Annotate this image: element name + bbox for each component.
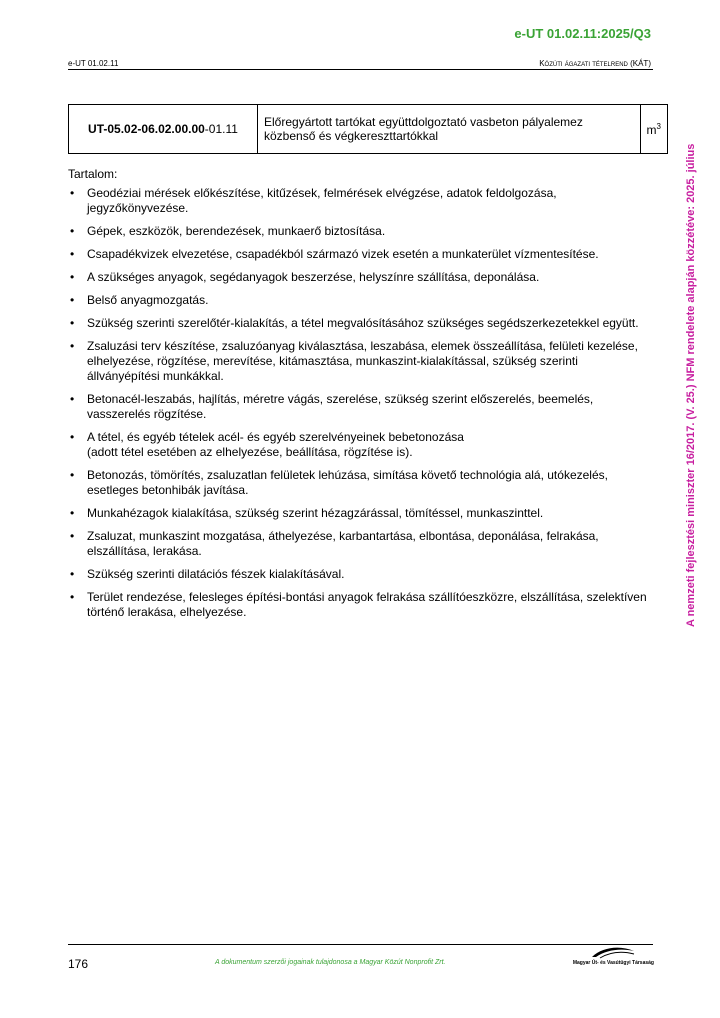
bullet-item: • Belső anyagmozgatás.: [68, 293, 648, 308]
footer-copyright: A dokumentum szerzői jogainak tulajdonosa a Magyar Közút Nonprofit Zrt.: [215, 959, 446, 966]
content-title: Tartalom:: [68, 167, 118, 181]
bullet-item: • Terület rendezése, felesleges építési-bontási anyagok felrakása szállítóeszközre, elszállítása, szelektíven történő lerakása, elhelyezése.: [68, 590, 648, 620]
bullet-item: • Betonozás, tömörítés, zsaluzatlan felületek lehúzása, simítása követő technológia alá, utókezelés, esetleges betonhibák javítása.: [68, 468, 648, 498]
page-number: 176: [68, 957, 89, 971]
bullet-item: • Munkahézagok kialakítása, szükség szerint hézagzárással, tömítéssel, munkaszinttel.: [68, 506, 648, 521]
header-divider: [68, 69, 653, 70]
header-right-title: Közúti ágazati tételrend (KÁT): [539, 59, 651, 68]
bullet-item: • Szükség szerinti szerelőtér-kialakítás, a tétel megvalósításához szükséges segédszerkezetekkel együtt.: [68, 316, 648, 331]
bullet-item: • Szükség szerinti dilatációs fészek kialakításával.: [68, 567, 648, 582]
bullet-item: • Betonacél-leszabás, hajlítás, méretre vágás, szerelése, szükség szerint előszerelés, beemelés, vasszerelés rögzítése.: [68, 392, 648, 422]
bullet-item: • Csapadékvizek elvezetése, csapadékból származó vizek esetén a munkaterület vízmentesítése.: [68, 247, 648, 262]
header-left-code: e-UT 01.02.11: [68, 59, 119, 68]
society-logo: [560, 945, 654, 975]
logo-text: Magyar Út- és Vasútügyi Társaság: [572, 960, 654, 966]
publication-side-note: A nemzeti fejlesztési miniszter 16/2017. (V. 25.) NFM rendelete alapján közzétéve: 2025. július: [685, 143, 697, 627]
item-table: [68, 104, 668, 154]
item-code-suffix: -01.11: [204, 122, 238, 136]
bullet-item: • Geodéziai mérések előkészítése, kitűzések, felmérések elvégzése, adatok feldolgozása, jegyzőkönyvezése.: [68, 186, 648, 216]
unit-base: m: [646, 122, 657, 137]
bullet-item: • A szükséges anyagok, segédanyagok beszerzése, helyszínre szállítása, deponálása.: [68, 270, 648, 285]
bullet-item: • Gépek, eszközök, berendezések, munkaerő biztosítása.: [68, 224, 648, 239]
logo-swoosh-icon: [590, 945, 636, 959]
item-code-cell: [69, 105, 258, 154]
bullet-item: • Zsaluzat, munkaszint mozgatása, áthelyezése, karbantartása, elbontása, deponálása, felrakása, elszállítása, lerakása.: [68, 529, 648, 559]
item-row: [69, 105, 668, 154]
bullet-item: • A tétel, és egyéb tételek acél- és egyéb szerelvényeinek bebetonozása (adott tétel esetében az elhelyezése, beállítása, rögzítése is).: [68, 430, 648, 460]
unit-exponent: 3: [656, 121, 661, 131]
document-code: e-UT 01.02.11:2025/Q3: [514, 26, 651, 41]
content-section: [68, 167, 648, 628]
item-description: Előregyártott tartókat együttdolgoztató vasbeton pályalemez közbenső és végkereszttartókkal: [258, 105, 641, 154]
bullet-item: • Zsaluzási terv készítése, zsaluzóanyag kiválasztása, leszabása, elemek összeállítása, felületi kezelése, elhelyezése, rögzítése, merevítése, kitámasztása, munkaszint-kialakítással, szükség szerinti állványépítési munkákkal.: [68, 339, 648, 384]
item-code-main: UT-05.02-06.02.00.00: [88, 122, 205, 136]
content-bullet-list: [68, 186, 648, 620]
item-unit: [640, 105, 667, 154]
